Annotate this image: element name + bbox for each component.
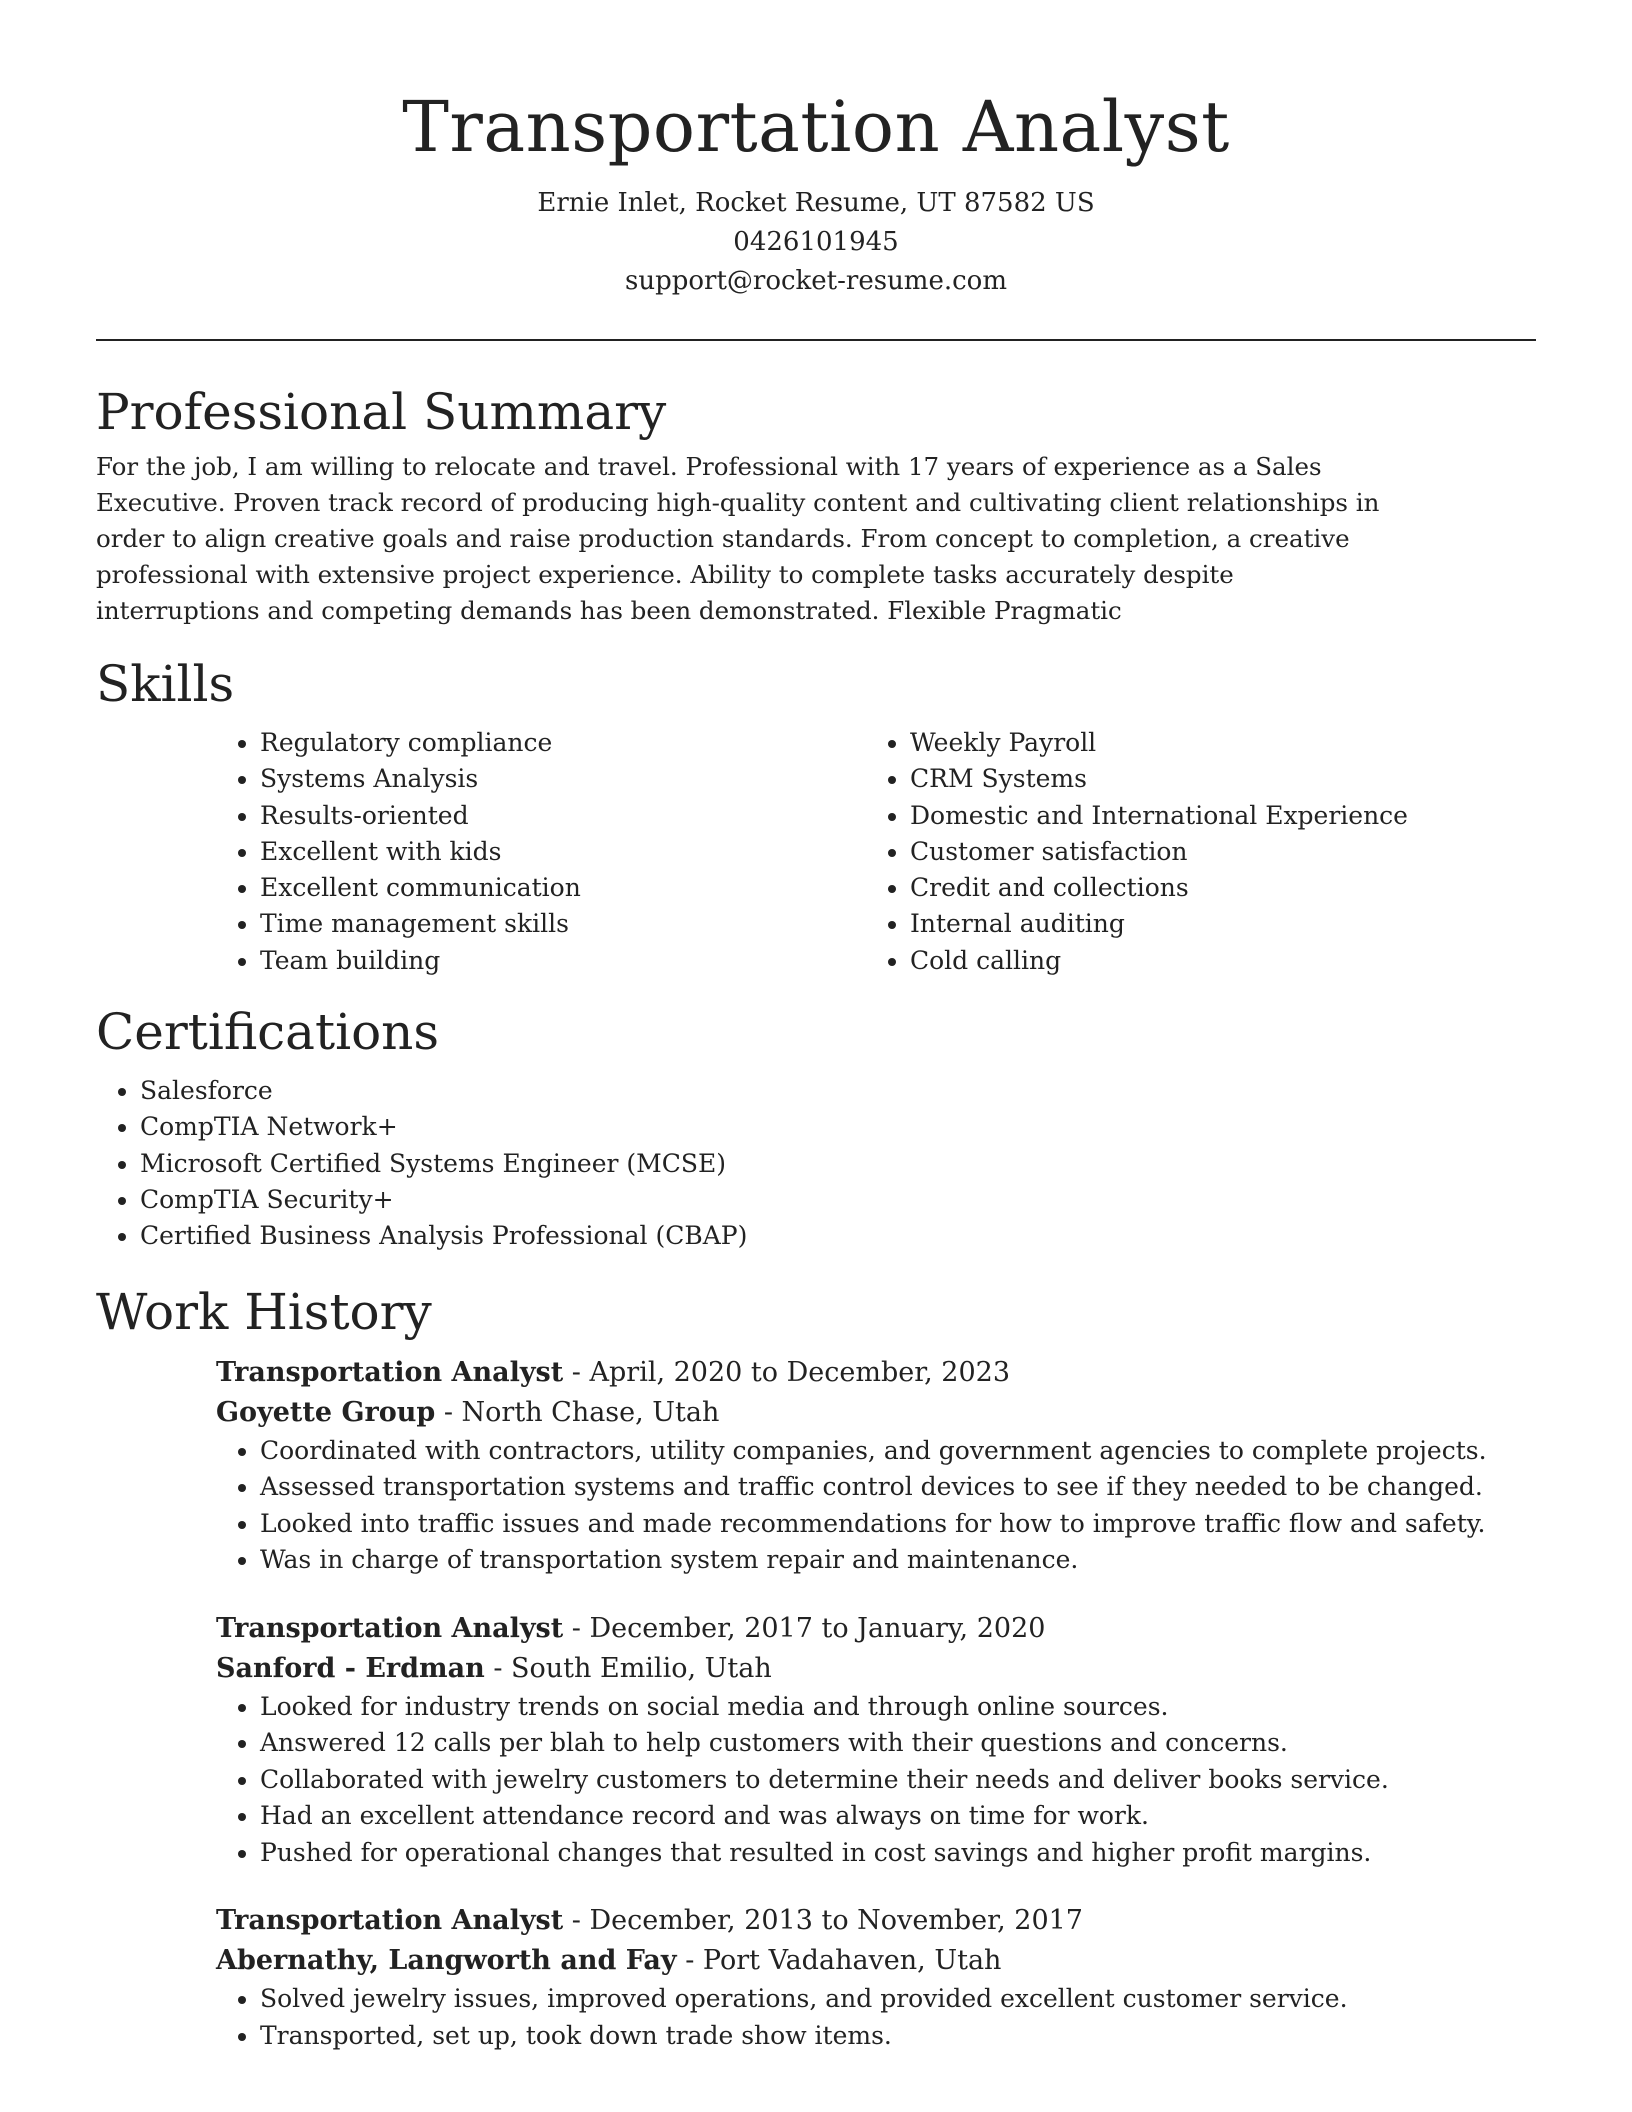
job-title: Transportation Analyst <box>216 1905 564 1937</box>
job-company: Sanford - Erdman <box>216 1652 485 1684</box>
skills-grid <box>216 725 1536 979</box>
job-company: Abernathy, Langworth and Fay <box>216 1945 677 1977</box>
job-location: - North Chase, Utah <box>435 1396 720 1428</box>
job-bullets <box>216 1433 1536 1579</box>
summary-text: For the job, I am willing to relocate and travel. Professional with 17 years of experience as a Sales Executive. Proven track record of producing high-quality content and cultivating client relationships in order to align creative goals and raise production standards. From concept to completion, a creative professional with extensive project experience. Ability to complete tasks accurately despite interruptions and competing demands has been demonstrated. Flexible Pragmatic <box>96 452 1380 625</box>
resume-header <box>0 0 1632 301</box>
skills-column-right <box>866 725 1516 979</box>
list-item: • Certified Business Analysis Professional (CBAP) <box>140 1218 1536 1254</box>
summary-heading: Professional Summary <box>96 383 667 441</box>
list-item: • Transported, set up, took down trade show items. <box>260 2018 1536 2055</box>
skills-column-left <box>216 725 866 979</box>
job-dates: - December, 2017 to January, 2020 <box>563 1612 1046 1644</box>
contact-phone: 0426101945 <box>733 227 899 257</box>
list-item: • Looked into traffic issues and made recommendations for how to improve traffic flow and safety. <box>260 1506 1536 1543</box>
job-company-line <box>216 1649 1536 1689</box>
skills-heading: Skills <box>96 655 235 713</box>
contact-info <box>0 184 1632 301</box>
skills-list-right <box>866 725 1516 979</box>
list-item: • Pushed for operational changes that resulted in cost savings and higher profit margins. <box>260 1835 1536 1872</box>
job-bullets <box>216 1981 1536 2054</box>
list-item: • Collaborated with jewelry customers to determine their needs and deliver books service. <box>260 1762 1536 1799</box>
list-item: • CRM Systems <box>910 761 1516 797</box>
list-item: • Customer satisfaction <box>910 834 1516 870</box>
list-item: • Internal auditing <box>910 906 1516 942</box>
header-divider <box>96 339 1536 341</box>
job-entry <box>216 1353 1536 1579</box>
skills-section <box>96 653 1536 979</box>
job-title: Transportation Analyst <box>216 1612 564 1644</box>
job-company-line <box>216 1393 1536 1433</box>
list-item: • CompTIA Security+ <box>140 1182 1536 1218</box>
list-item: • Looked for industry trends on social media and through online sources. <box>260 1689 1536 1726</box>
list-item: • Time management skills <box>260 906 866 942</box>
job-dates: - April, 2020 to December, 2023 <box>563 1356 1011 1388</box>
jobs-list <box>216 1353 1536 2055</box>
list-item: • CompTIA Network+ <box>140 1109 1536 1145</box>
list-item: • Salesforce <box>140 1073 1536 1109</box>
job-title-line <box>216 1353 1536 1393</box>
list-item: • Credit and collections <box>910 870 1516 906</box>
list-item: • Was in charge of transportation system repair and maintenance. <box>260 1542 1536 1579</box>
skills-list-left <box>216 725 866 979</box>
list-item: • Microsoft Certified Systems Engineer (MCSE) <box>140 1146 1536 1182</box>
certifications-section <box>96 1001 1536 1254</box>
job-entry <box>216 1609 1536 1872</box>
job-entry <box>216 1901 1536 2054</box>
contact-email[interactable]: support@rocket-resume.com <box>624 266 1007 296</box>
list-item: • Solved jewelry issues, improved operations, and provided excellent customer service. <box>260 1981 1536 2018</box>
work-history-section <box>96 1281 1536 2055</box>
certifications-heading: Certifications <box>96 1003 440 1062</box>
list-item: • Systems Analysis <box>260 761 866 797</box>
list-item: • Had an excellent attendance record and was always on time for work. <box>260 1798 1536 1835</box>
job-bullets <box>216 1689 1536 1872</box>
contact-address: Ernie Inlet, Rocket Resume, UT 87582 US <box>537 188 1095 218</box>
list-item: • Regulatory compliance <box>260 725 866 761</box>
job-location: - Port Vadahaven, Utah <box>676 1945 1002 1977</box>
list-item: • Team building <box>260 943 866 979</box>
list-item: • Coordinated with contractors, utility companies, and government agencies to complete projects. <box>260 1433 1536 1470</box>
list-item: • Assessed transportation systems and traffic control devices to see if they needed to be changed. <box>260 1469 1536 1506</box>
list-item: • Excellent with kids <box>260 834 866 870</box>
certifications-list <box>96 1073 1536 1254</box>
list-item: • Weekly Payroll <box>910 725 1516 761</box>
job-company: Goyette Group <box>216 1396 436 1428</box>
summary-section <box>96 381 1536 629</box>
job-title-line <box>216 1901 1536 1941</box>
list-item: • Excellent communication <box>260 870 866 906</box>
list-item: • Domestic and International Experience <box>910 798 1516 834</box>
job-company-line <box>216 1941 1536 1981</box>
job-title-line <box>216 1609 1536 1649</box>
list-item: • Answered 12 calls per blah to help customers with their questions and concerns. <box>260 1725 1536 1762</box>
job-location: - South Emilio, Utah <box>484 1652 772 1684</box>
job-dates: - December, 2013 to November, 2017 <box>563 1905 1083 1937</box>
list-item: • Results-oriented <box>260 798 866 834</box>
job-title: Transportation Analyst <box>216 1356 564 1388</box>
list-item: • Cold calling <box>910 943 1516 979</box>
work-history-heading: Work History <box>96 1282 432 1341</box>
resume-title: Transportation Analyst <box>402 86 1230 168</box>
